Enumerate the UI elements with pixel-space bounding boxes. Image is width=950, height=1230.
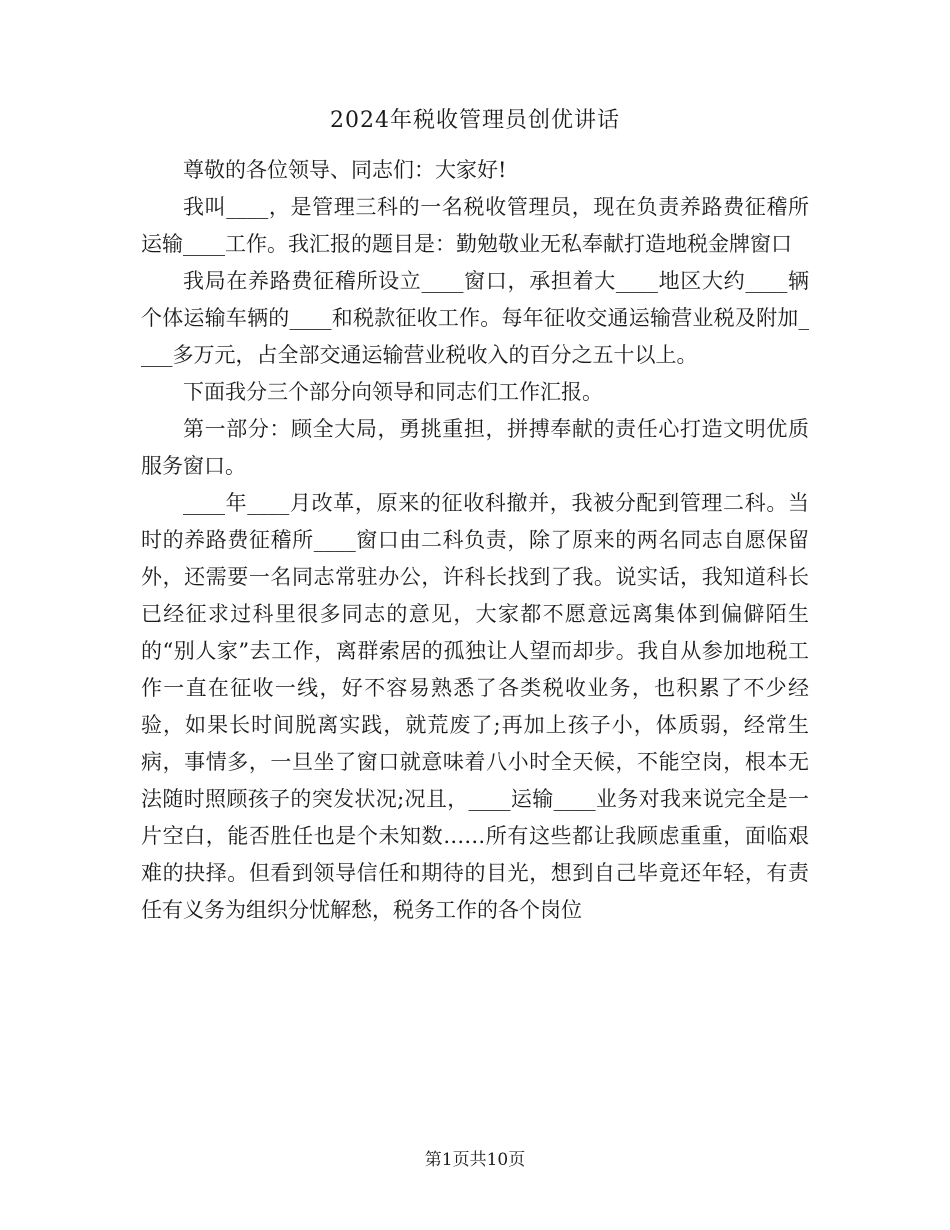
paragraph-greeting: 尊敬的各位领导、同志们：大家好! xyxy=(183,158,507,182)
paragraph-window-overview: 我局在养路费征稽所设立____窗口，承担着大____地区大约____辆个体运输车辆的____和税款征收工作。每年征收交通运输营业税及附加____多万元，占全部交通运输营业税收入的百分之五十以上。 xyxy=(141,269,809,367)
document-body xyxy=(141,152,809,929)
page-number-footer: 第1页共10页 xyxy=(424,1150,526,1170)
paragraph-part-one-body: ____年____月改革，原来的征收科撤并，我被分配到管理二科。当时的养路费征稽所____窗口由二科负责，除了原来的两名同志自愿保留外，还需要一名同志常驻办公，许科长找到了我。说实话，我知道科长已经征求过科里很多同志的意见，大家都不愿意远离集体到偏僻陌生的“别人家”去工作，离群索居的孤独让人望而却步。我自从参加地税工作一直在征收一线，好不容易熟悉了各类税收业务，也积累了不少经验，如果长时间脱离实践，就荒废了;再加上孩子小，体质弱，经常生病，事情多，一旦坐了窗口就意味着八小时全天候，不能空岗，根本无法随时照顾孩子的突发状况;况且，____运输____业务对我来说完全是一片空白，能否胜任也是个未知数……所有这些都让我顾虑重重，面临艰难的抉择。但看到领导信任和期待的目光，想到自己毕竟还年轻，有责任有义务为组织分忧解愁，税务工作的各个岗位 xyxy=(141,491,809,922)
paragraph-introduction: 我叫____，是管理三科的一名税收管理员，现在负责养路费征稽所运输____工作。我汇报的题目是：勤勉敬业无私奉献打造地税金牌窗口 xyxy=(141,195,809,256)
paragraph-report-outline: 下面我分三个部分向领导和同志们工作汇报。 xyxy=(183,380,603,404)
document-title: 2024年税收管理员创优讲话 xyxy=(330,108,620,133)
paragraph-part-one-heading: 第一部分：顾全大局，勇挑重担，拼搏奉献的责任心打造文明优质服务窗口。 xyxy=(141,417,809,478)
